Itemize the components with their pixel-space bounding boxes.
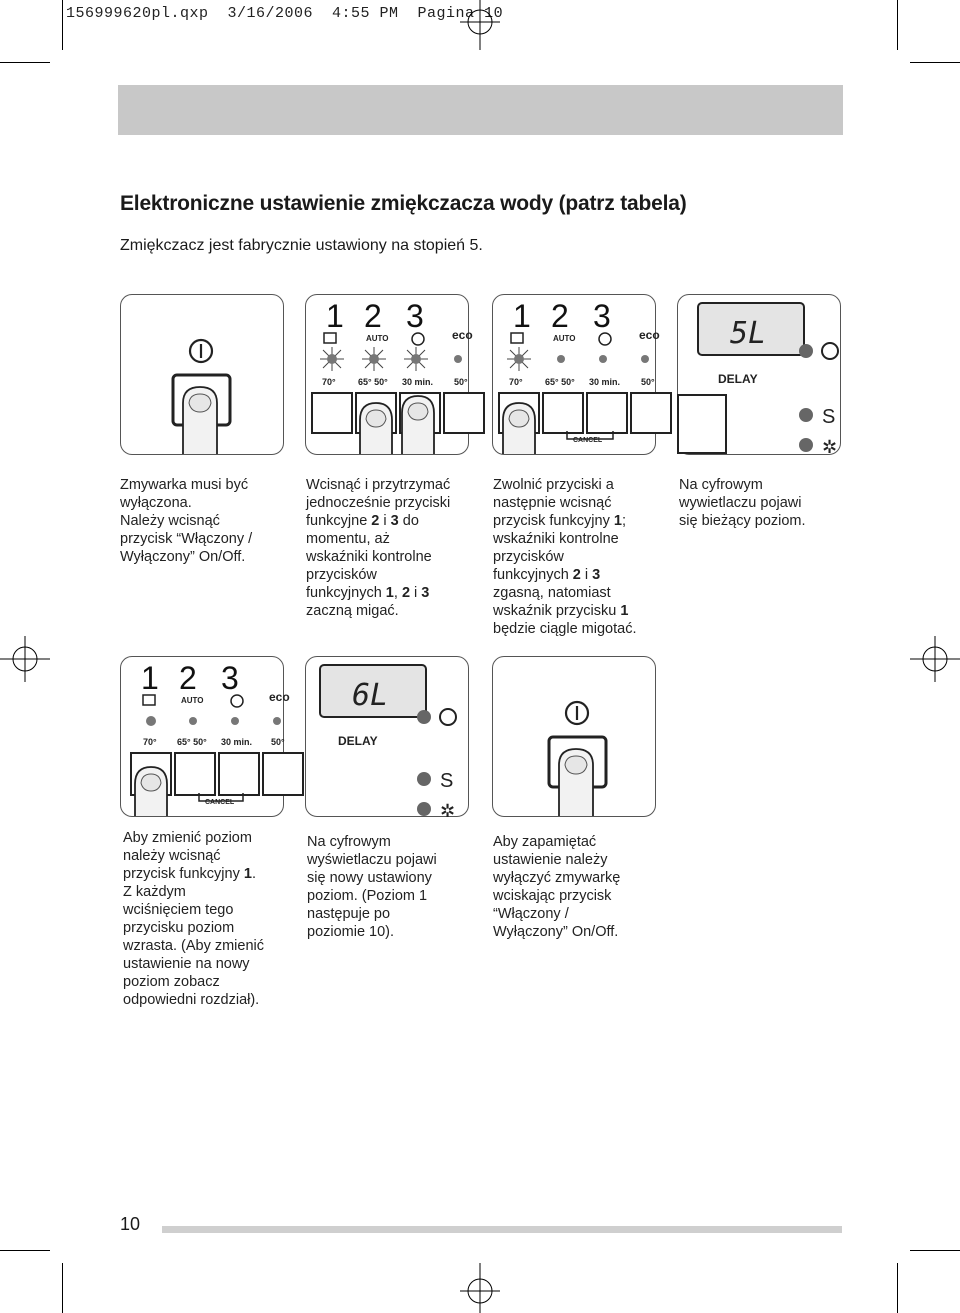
- svg-text:eco: eco: [639, 328, 660, 342]
- svg-text:DELAY: DELAY: [338, 734, 378, 748]
- crop-mark: [910, 1250, 960, 1251]
- header-bar: [118, 85, 843, 135]
- caption-step-1: Zmywarka musi być wyłączona. Należy wcisnąć przycisk “Włączony / Wyłączony” On/Off.: [120, 477, 253, 565]
- svg-text:CANCEL: CANCEL: [573, 437, 603, 444]
- svg-text:eco: eco: [269, 690, 290, 704]
- svg-text:30 min.: 30 min.: [402, 377, 434, 387]
- svg-text:CANCEL: CANCEL: [205, 799, 235, 806]
- svg-text:✲: ✲: [822, 437, 838, 458]
- crop-mark: [62, 1263, 63, 1313]
- digital-display-new-value: 6L: [352, 678, 389, 713]
- caption-step-3: Zwolnić przyciski a następnie wcisnąć przycisk funkcyjny 1; wskaźniki kontrolne przycisków funkcyjnych 2 i 3 zgasną, natomiast wskaźnik przycisku 1 będzie ciągle migotać.: [493, 477, 637, 637]
- auto-label: AUTO: [366, 334, 389, 343]
- caption-step-6: Na cyfrowym wyświetlaczu pojawi się nowy ustawiony poziom. (Poziom 1 następuje po poziomie 10).: [307, 834, 437, 940]
- registration-mark: [0, 636, 50, 682]
- crop-mark: [0, 62, 50, 63]
- svg-text:65° 50°: 65° 50°: [177, 737, 207, 747]
- caption-step-7: Aby zapamiętać ustawienie należy wyłączyć zmywarkę wciskając przycisk “Włączony / Wyłączony” On/Off.: [493, 834, 621, 940]
- svg-text:65° 50°: 65° 50°: [545, 377, 575, 387]
- crop-mark: [897, 1263, 898, 1313]
- caption-step-5: Aby zmienić poziom należy wcisnąć przycisk funkcyjny 1. Z każdym wciśnięciem tego przycisku poziom wzrasta. (Aby zmienić ustawienie na nowy poziom zobacz odpowiedni rozdział).: [123, 830, 265, 1008]
- registration-mark: [460, 1263, 500, 1313]
- crop-mark: [0, 1250, 50, 1251]
- prog-number-1: 1: [326, 298, 344, 334]
- digital-display-value: 5L: [730, 316, 767, 351]
- svg-text:30 min.: 30 min.: [589, 377, 621, 387]
- panel-change-level: [120, 656, 290, 817]
- svg-text:3: 3: [593, 298, 611, 334]
- svg-text:2: 2: [179, 660, 197, 696]
- panel-button-1: [492, 294, 660, 455]
- svg-text:AUTO: AUTO: [181, 696, 204, 705]
- crop-mark: [62, 0, 63, 50]
- registration-mark: [460, 0, 500, 50]
- svg-text:50°: 50°: [454, 377, 468, 387]
- crop-mark: [897, 0, 898, 50]
- svg-text:1: 1: [141, 660, 159, 696]
- svg-text:2: 2: [551, 298, 569, 334]
- panel-buttons-2-3: [305, 294, 473, 455]
- panel-onoff-1: [120, 294, 284, 455]
- panel-display-current: [677, 294, 841, 458]
- svg-text:50°: 50°: [641, 377, 655, 387]
- svg-text:DELAY: DELAY: [718, 372, 758, 386]
- prog-number-3: 3: [406, 298, 424, 334]
- svg-text:70°: 70°: [322, 377, 336, 387]
- svg-text:AUTO: AUTO: [553, 334, 576, 343]
- svg-text:70°: 70°: [509, 377, 523, 387]
- svg-text:3: 3: [221, 660, 239, 696]
- footer-bar: [162, 1226, 842, 1233]
- eco-label: eco: [452, 328, 473, 342]
- caption-step-4: Na cyfrowym wywietlaczu pojawi się bieżący poziom.: [679, 477, 806, 529]
- print-slug: 156999620pl.qxp 3/16/2006 4:55 PM Pagina 10: [66, 5, 504, 22]
- page-number: 10: [120, 1214, 141, 1234]
- panel-display-new: [305, 656, 469, 822]
- crop-mark: [910, 62, 960, 63]
- svg-text:50°: 50°: [271, 737, 285, 747]
- page-subtitle: Zmiękczacz jest fabrycznie ustawiony na stopień 5.: [120, 237, 483, 254]
- prog-number-2: 2: [364, 298, 382, 334]
- page-title: Elektroniczne ustawienie zmiękczacza wody (patrz tabela): [120, 192, 687, 215]
- svg-text:30 min.: 30 min.: [221, 737, 253, 747]
- svg-text:70°: 70°: [143, 737, 157, 747]
- panel-onoff-2: [492, 656, 656, 817]
- svg-text:S: S: [440, 770, 454, 792]
- registration-mark: [910, 636, 960, 682]
- svg-text:✲: ✲: [440, 801, 456, 822]
- svg-text:1: 1: [513, 298, 531, 334]
- svg-text:65° 50°: 65° 50°: [358, 377, 388, 387]
- svg-text:S: S: [822, 406, 836, 428]
- caption-step-2: Wcisnąć i przytrzymać jednocześnie przyciski funkcyjne 2 i 3 do momentu, aż wskaźniki kontrolne przycisków funkcyjnych 1, 2 i 3 zaczną migać.: [306, 477, 451, 619]
